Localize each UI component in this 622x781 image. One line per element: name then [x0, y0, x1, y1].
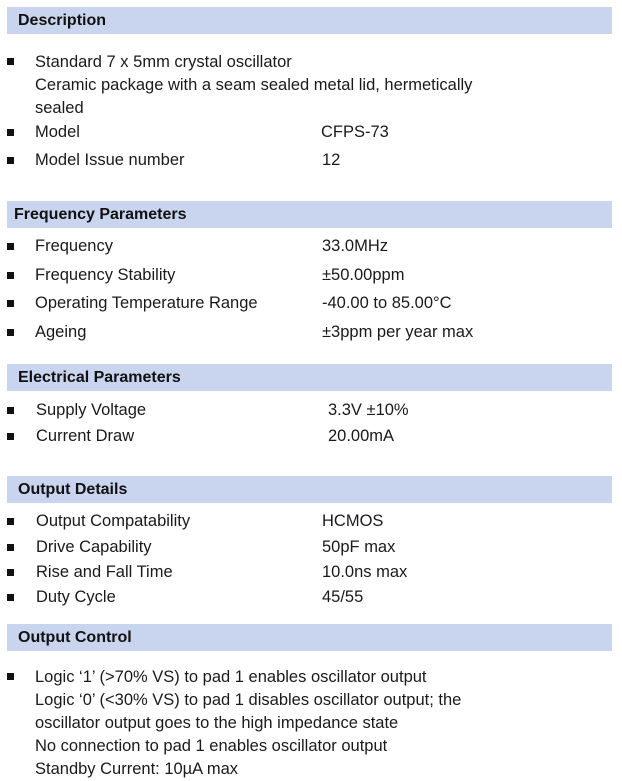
electrical-header: Electrical Parameters — [7, 364, 612, 391]
spec-value: 20.00mA — [328, 427, 395, 445]
spec-label: Model Issue number — [35, 151, 185, 169]
output-control-line-3: oscillator output goes to the high impedance state — [35, 714, 399, 732]
bullet-icon — [7, 569, 14, 576]
spec-value: ±50.00ppm — [322, 266, 405, 284]
spec-row-duty-cycle — [0, 586, 622, 608]
spec-label: Frequency — [35, 237, 113, 255]
bullet-icon — [7, 329, 14, 336]
spec-row-operating-temperature — [0, 292, 622, 314]
spec-label: Duty Cycle — [36, 588, 116, 606]
description-line-3: sealed — [35, 99, 84, 117]
bullet-icon — [7, 272, 14, 279]
output-control-line-2: Logic ‘0’ (<30% VS) to pad 1 disables oscillator output; the — [35, 691, 462, 709]
bullet-icon — [7, 243, 14, 250]
spec-row-supply-voltage — [0, 399, 622, 421]
spec-value: HCMOS — [322, 512, 384, 530]
spec-label: Model — [35, 123, 80, 141]
spec-label: Operating Temperature Range — [35, 294, 258, 312]
output-details-header: Output Details — [7, 476, 612, 503]
spec-label: Frequency Stability — [35, 266, 176, 284]
spec-row-model — [0, 121, 622, 143]
bullet-icon — [7, 58, 14, 65]
spec-row-model-issue — [0, 149, 622, 171]
description-line-2: Ceramic package with a seam sealed metal lid, hermetically — [35, 76, 473, 94]
output-control-line-5: Standby Current: 10µA max — [35, 760, 239, 778]
description-header: Description — [7, 7, 612, 34]
spec-value: 45/55 — [322, 588, 364, 606]
bullet-icon — [7, 300, 14, 307]
spec-label: Rise and Fall Time — [36, 563, 173, 581]
spec-label: Ageing — [35, 323, 87, 341]
bullet-icon — [7, 129, 14, 136]
spec-row-current-draw — [0, 425, 622, 447]
spec-value: 3.3V ±10% — [328, 401, 409, 419]
frequency-header: Frequency Parameters — [7, 201, 612, 228]
bullet-icon — [7, 518, 14, 525]
bullet-icon — [7, 407, 14, 414]
description-line-1: Standard 7 x 5mm crystal oscillator — [35, 53, 292, 71]
spec-row-ageing — [0, 321, 622, 343]
bullet-icon — [7, 157, 14, 164]
bullet-icon — [7, 544, 14, 551]
spec-row-rise-fall-time — [0, 561, 622, 583]
spec-value: CFPS-73 — [321, 123, 389, 141]
output-control-header: Output Control — [7, 624, 612, 651]
output-control-line-1: Logic ‘1’ (>70% VS) to pad 1 enables oscillator output — [35, 668, 427, 686]
bullet-icon — [7, 594, 14, 601]
spec-row-drive-capability — [0, 536, 622, 558]
spec-value: 50pF max — [322, 538, 396, 556]
bullet-icon — [7, 673, 14, 680]
spec-value: 10.0ns max — [322, 563, 408, 581]
output-control-line-4: No connection to pad 1 enables oscillator output — [35, 737, 388, 755]
spec-label: Supply Voltage — [36, 401, 147, 419]
spec-value: 12 — [322, 151, 341, 169]
spec-value: 33.0MHz — [322, 237, 389, 255]
spec-value: ±3ppm per year max — [322, 323, 474, 341]
spec-row-output-compatability — [0, 510, 622, 532]
spec-label: Current Draw — [36, 427, 135, 445]
spec-label: Drive Capability — [36, 538, 152, 556]
spec-row-frequency-stability — [0, 264, 622, 286]
spec-row-frequency — [0, 235, 622, 257]
spec-value: -40.00 to 85.00°C — [322, 294, 452, 312]
spec-label: Output Compatability — [36, 512, 191, 530]
bullet-icon — [7, 433, 14, 440]
